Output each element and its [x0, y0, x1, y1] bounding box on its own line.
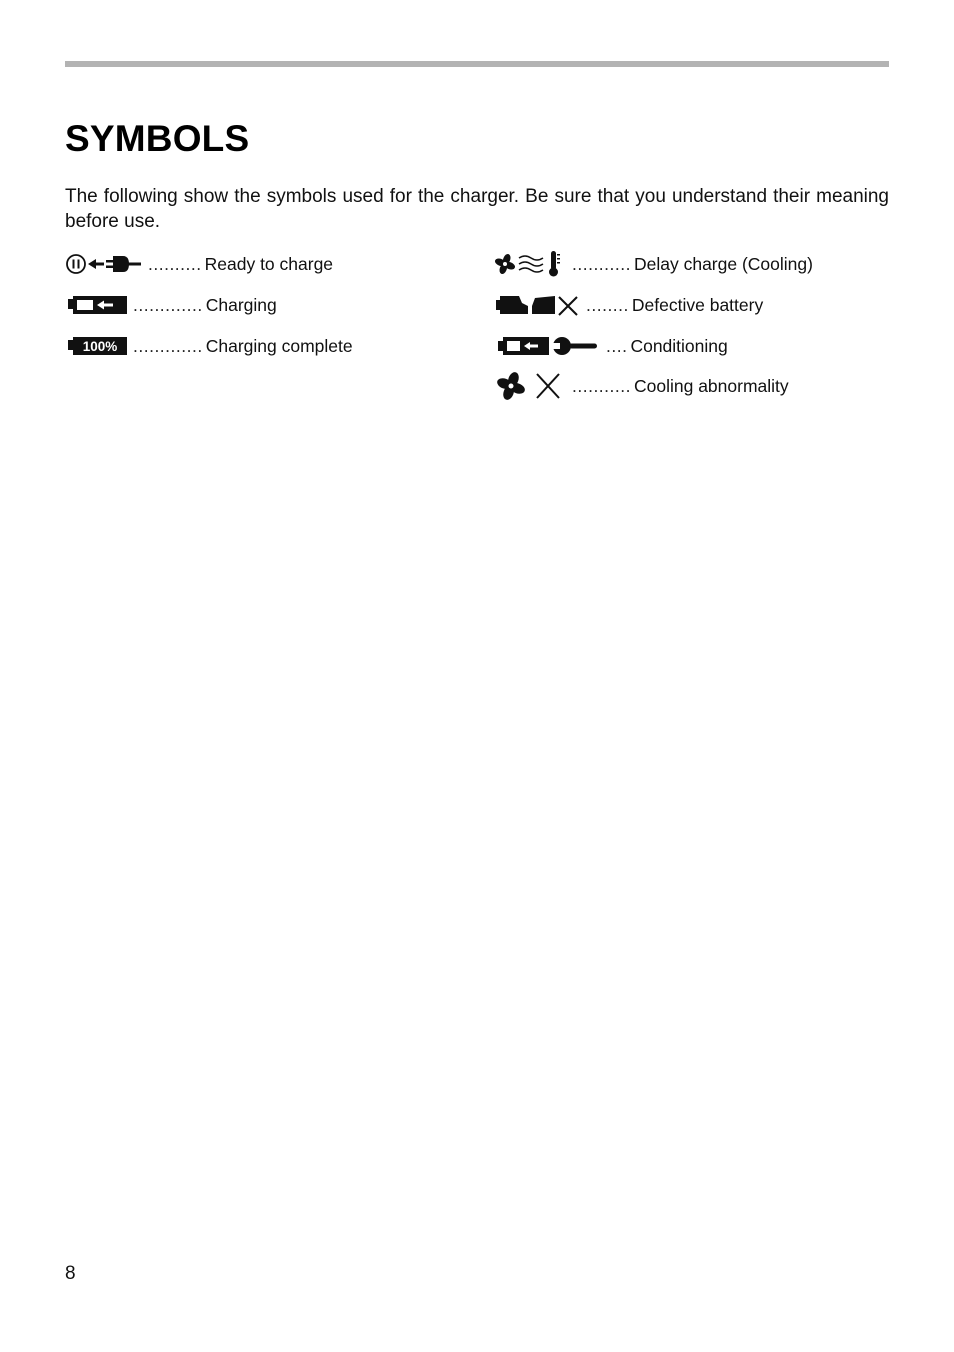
- symbol-row-cooling-abnormality: [495, 371, 789, 401]
- leader-dots: .............: [133, 294, 203, 315]
- symbol-row-charging: [65, 290, 277, 320]
- leader-dots: ....: [606, 335, 628, 356]
- defective-battery-icon: [495, 293, 581, 317]
- page-number: 8: [65, 1263, 76, 1284]
- charging-battery-icon: [65, 294, 128, 316]
- intro-paragraph: The following show the symbols used for the charger. Be sure that you understand their meaning before use.: [65, 186, 889, 232]
- ready-to-charge-icon: [65, 253, 143, 275]
- symbol-label: Delay charge (Cooling): [633, 253, 813, 274]
- symbol-label: Charging: [205, 294, 277, 315]
- symbol-row-delay-charge: [495, 249, 813, 279]
- top-rule: [65, 61, 889, 67]
- fan-cross-icon: [495, 371, 567, 401]
- symbol-label: Charging complete: [205, 335, 353, 356]
- symbol-label: Conditioning: [630, 335, 728, 356]
- symbol-row-charging-complete: [65, 331, 353, 361]
- leader-dots: ..........: [148, 253, 202, 274]
- leader-dots: ........: [586, 294, 629, 315]
- leader-dots: ...........: [572, 375, 631, 396]
- leader-dots: .............: [133, 335, 203, 356]
- symbol-row-conditioning: [495, 331, 728, 361]
- symbol-row-defective-battery: [495, 290, 763, 320]
- battery-100-text: 100%: [82, 339, 118, 354]
- symbol-row-ready-to-charge: [65, 249, 333, 279]
- symbol-label: Cooling abnormality: [633, 375, 789, 396]
- battery-wrench-icon: [495, 334, 601, 358]
- page-title: SYMBOLS: [65, 118, 250, 159]
- battery-100-icon: [65, 335, 128, 357]
- symbol-label: Ready to charge: [204, 253, 334, 274]
- leader-dots: ...........: [572, 253, 631, 274]
- symbol-label: Defective battery: [631, 294, 764, 315]
- fan-heat-thermometer-icon: [495, 250, 567, 278]
